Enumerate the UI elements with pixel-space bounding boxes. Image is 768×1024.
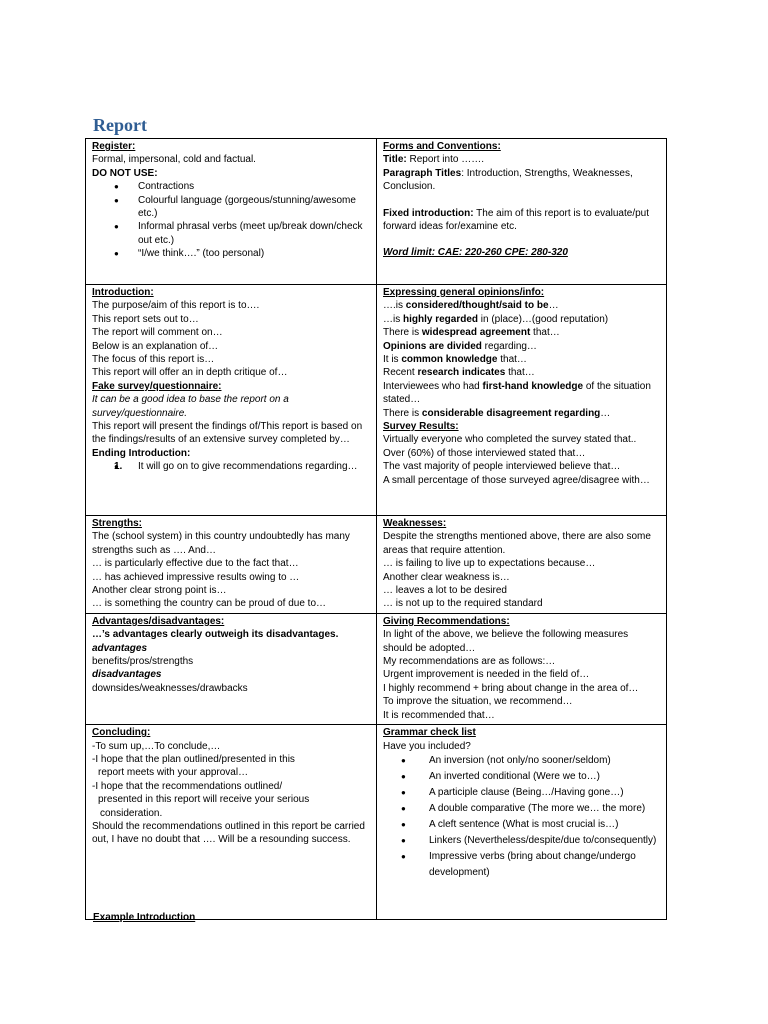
concluding-header: Concluding: [92, 727, 151, 739]
introduction-header: Introduction: [92, 287, 154, 298]
list-item: ● Colourful language (gorgeous/stunning/awesome etc.) [92, 194, 370, 221]
disadvantages-words: downsides/weaknesses/drawbacks [92, 682, 248, 694]
concluding-line: report meets with your approval… [98, 767, 249, 779]
table-row [86, 285, 667, 516]
list-item: ● Impressive verbs (bring about change/undergo development) [383, 849, 660, 881]
strength-line: … is particularly effective due to the fact that… [92, 558, 299, 570]
opinion-line: ….is considered/thought/said to be… [383, 300, 559, 312]
ending-intro-header: Ending Introduction: [92, 447, 191, 459]
list-item: ● Contractions [92, 180, 370, 193]
survey-line: A small percentage of those surveyed agree/disagree with… [383, 474, 650, 486]
recommendation-line: My recommendations are as follows:… [383, 656, 556, 668]
survey-line: Virtually everyone who completed the survey stated that.. [383, 434, 637, 446]
report-table [85, 138, 667, 920]
opinion-line: Recent research indicates that… [383, 367, 535, 379]
survey-line: The vast majority of people interviewed believe that… [383, 461, 621, 473]
table-row [86, 725, 667, 920]
do-not-use-label: DO NOT USE: [92, 167, 158, 179]
advantages-words: benefits/pros/strengths [92, 656, 194, 668]
do-not-use-list [92, 180, 370, 260]
concluding-line: -To sum up,…To conclude,… [92, 740, 221, 752]
intro-line: This report will offer an in depth critique of… [92, 367, 288, 379]
forms-cell [377, 139, 667, 285]
disadvantages-label: disadvantages [92, 669, 162, 681]
paragraph-titles-text: : Introduction, Strengths, Weaknesses, Conclusion. [383, 167, 633, 193]
grammar-list [383, 753, 660, 881]
grammar-header: Grammar check list [383, 727, 476, 739]
recommendations-cell [377, 613, 667, 724]
advantages-header: Advantages/disadvantages: [92, 615, 225, 627]
fixed-intro-label: Fixed introduction: [383, 207, 474, 219]
ending-item-text: It will go on to give recommendations regarding… [138, 461, 358, 473]
list-item: ● An inversion (not only/no sooner/seldom) [383, 753, 660, 769]
opinion-line: There is widespread agreement that… [383, 327, 560, 339]
strengths-header: Strengths: [92, 518, 142, 529]
list-item [92, 460, 370, 473]
opinion-line: It is common knowledge that… [383, 354, 527, 366]
table-row [86, 613, 667, 724]
recommendation-line: In light of the above, we believe the following measures should be adopted… [383, 629, 629, 654]
fixed-intro-text: The aim of this report is to evaluate/put forward ideas for/examine etc. [383, 207, 650, 233]
list-item: ● “I/we think….” (too personal) [92, 247, 370, 260]
ending-list [92, 460, 370, 473]
fake-survey-note: It can be a good idea to base the report on a survey/questionnaire. [92, 394, 289, 419]
list-item: ● A participle clause (Being…/Having gone…) [383, 785, 660, 801]
list-item: ● A cleft sentence (What is most crucial is…) [383, 817, 660, 833]
concluding-cell [86, 725, 377, 920]
opinion-line: There is considerable disagreement regarding… [383, 407, 611, 419]
weakness-line: … is failing to live up to expectations because… [383, 558, 596, 570]
intro-line: The report will comment on… [92, 327, 223, 339]
weaknesses-cell [377, 516, 667, 614]
title-text: Report into ……. [406, 154, 484, 166]
strengths-cell [86, 516, 377, 614]
grammar-intro: Have you included? [383, 740, 471, 752]
list-number: ● 1. [114, 461, 123, 473]
weakness-line: … is not up to the required standard [383, 598, 543, 610]
forms-header: Forms and Conventions: [383, 141, 501, 152]
opinion-line: Opinions are divided regarding… [383, 340, 537, 352]
opinion-line: Interviewees who had first-hand knowledge of the situation stated… [383, 380, 651, 406]
title-label: Title: [383, 154, 407, 166]
opinions-cell [377, 285, 667, 516]
list-item: ● A double comparative (The more we… the more) [383, 801, 660, 817]
concluding-line: Should the recommendations outlined in this report be carried out, I have no doubt that …. Will be a resounding success. [92, 820, 365, 846]
weakness-line: … leaves a lot to be desired [383, 585, 507, 597]
list-item: ● Informal phrasal verbs (meet up/break down/check out etc.) [92, 220, 370, 247]
fake-survey-text: This report will present the findings of/This report is based on the findings/results of an extensive survey completed by… [92, 421, 363, 446]
opinion-line: …is highly regarded in (place)…(good reputation) [383, 313, 609, 325]
register-header: Register: [92, 141, 136, 152]
weakness-line: Despite the strengths mentioned above, there are also some areas that require attention. [383, 531, 651, 556]
recommendation-line: It is recommended that… [383, 709, 495, 721]
register-desc: Formal, impersonal, cold and factual. [92, 154, 256, 166]
advantages-cell [86, 613, 377, 724]
table-row [86, 139, 667, 285]
advantages-line: …’s advantages clearly outweigh its disadvantages. [92, 629, 339, 641]
weakness-line: Another clear weakness is… [383, 571, 510, 583]
survey-line: Over (60%) of those interviewed stated that… [383, 447, 586, 459]
example-introduction-heading: Example Introduction [93, 912, 196, 923]
strength-line: … is something the country can be proud of due to… [92, 598, 327, 610]
strength-line: The (school system) in this country undoubtedly has many strengths such as …. And… [92, 531, 350, 556]
survey-results-header: Survey Results: [383, 421, 459, 433]
intro-line: This report sets out to… [92, 313, 199, 325]
opinions-header: Expressing general opinions/info: [383, 287, 545, 298]
list-item: ● Linkers (Nevertheless/despite/due to/consequently) [383, 833, 660, 849]
intro-line: The purpose/aim of this report is to…. [92, 300, 260, 312]
recommendation-line: To improve the situation, we recommend… [383, 696, 573, 708]
advantages-label: advantages [92, 642, 148, 654]
concluding-line: consideration. [100, 807, 163, 819]
intro-line: The focus of this report is… [92, 354, 215, 366]
paragraph-titles-label: Paragraph Titles [383, 167, 462, 179]
fake-survey-header: Fake survey/questionnaire: [92, 380, 222, 392]
concluding-line: -I hope that the plan outlined/presented in this [92, 753, 295, 765]
page-title: Report [93, 115, 147, 135]
weaknesses-header: Weaknesses: [383, 518, 447, 529]
concluding-line: -I hope that the recommendations outlined/ [92, 780, 283, 792]
table-row [86, 516, 667, 614]
recommendation-line: I highly recommend + bring about change in the area of… [383, 682, 639, 694]
intro-line: Below is an explanation of… [92, 340, 219, 352]
recommendations-header: Giving Recommendations: [383, 615, 510, 627]
concluding-line: presented in this report will receive your serious [98, 794, 310, 806]
grammar-cell [377, 725, 667, 920]
introduction-cell [86, 285, 377, 516]
recommendation-line: Urgent improvement is needed in the field of… [383, 669, 590, 681]
strength-line: Another clear strong point is… [92, 585, 227, 597]
register-cell [86, 139, 377, 285]
word-limit: Word limit: CAE: 220-260 CPE: 280-320 [383, 247, 568, 259]
strength-line: … has achieved impressive results owing to … [92, 571, 300, 583]
list-item: ● An inverted conditional (Were we to…) [383, 769, 660, 785]
